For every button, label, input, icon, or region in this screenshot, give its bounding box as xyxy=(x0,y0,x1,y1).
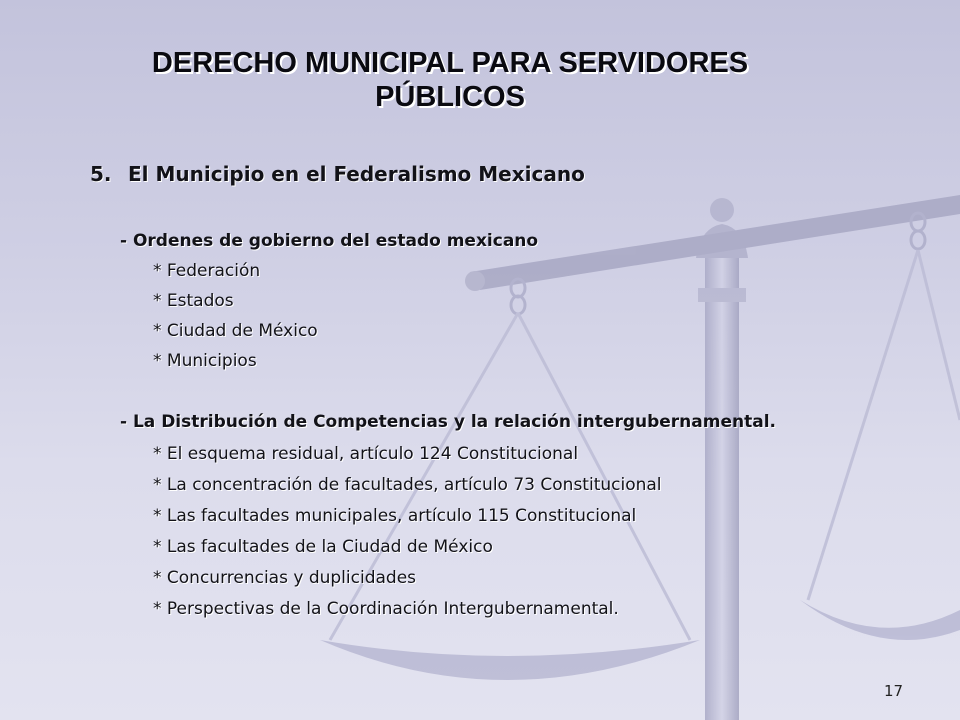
list-item: * Las facultades municipales, artículo 115 Constitucional xyxy=(153,506,637,526)
section-number: 5. xyxy=(90,162,112,186)
list-item: * Municipios xyxy=(153,351,257,371)
section-heading xyxy=(90,162,585,186)
list-item: * El esquema residual, artículo 124 Constitucional xyxy=(153,444,579,464)
slide-title: DERECHO MUNICIPAL PARA SERVIDORES PÚBLICOS xyxy=(151,47,749,113)
list-item: * Ciudad de México xyxy=(153,321,318,341)
page-number: 17 xyxy=(884,682,904,700)
list-item: * Estados xyxy=(153,291,234,311)
list-item: * Concurrencias y duplicidades xyxy=(153,568,417,588)
section-title: El Municipio en el Federalismo Mexicano xyxy=(128,162,585,186)
list-item: * Perspectivas de la Coordinación Intergubernamental. xyxy=(153,599,619,619)
subsection-heading-ordenes: - Ordenes de gobierno del estado mexicano xyxy=(120,231,539,251)
subsection-heading-distribucion: - La Distribución de Competencias y la relación intergubernamental. xyxy=(120,412,776,432)
list-item: * Federación xyxy=(153,261,261,281)
list-item: * La concentración de facultades, artículo 73 Constitucional xyxy=(153,475,662,495)
list-item: * Las facultades de la Ciudad de México xyxy=(153,537,493,557)
